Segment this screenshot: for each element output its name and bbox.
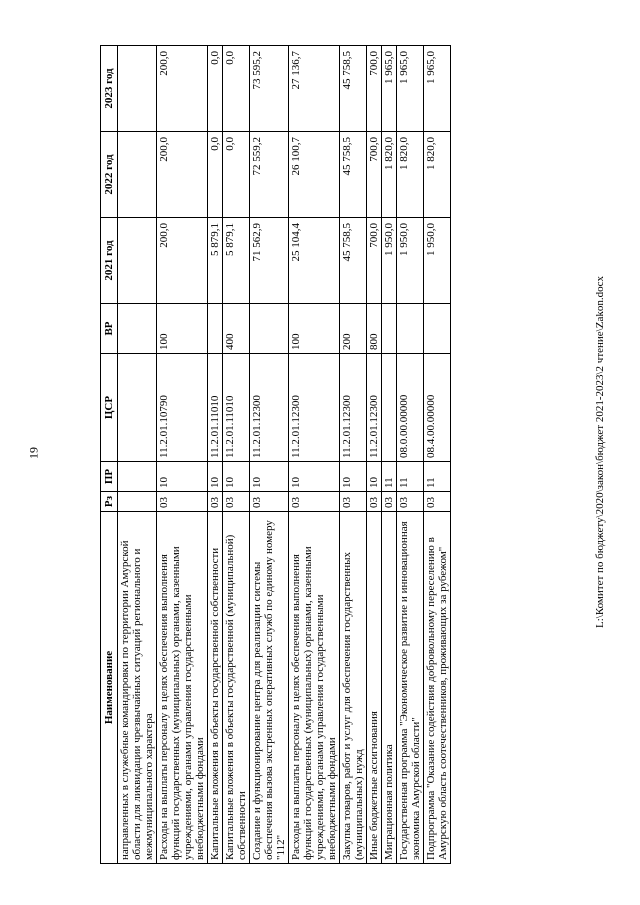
header-pr: ПР [101,462,118,492]
cell-rz: 03 [250,492,289,512]
cell-rz: 03 [367,492,382,512]
cell-vr [208,304,223,354]
cell-2023: 700,0 [367,46,382,132]
cell-rz: 03 [424,492,451,512]
file-path-footer: L:\Комитет по бюджету\2020\закон\бюджет 2021-2023\2 чтение\Zakon.docx [594,276,606,628]
table-row [289,46,340,864]
cell-2023: 1 965,0 [382,46,397,132]
cell-2021: 5 879,1 [208,218,223,304]
cell-vr [397,304,424,354]
cell-name: Миграционная политика [382,512,397,864]
cell-pr [118,462,157,492]
cell-pr: 10 [250,462,289,492]
cell-2022: 1 820,0 [424,132,451,218]
table-row [424,46,451,864]
cell-pr: 11 [424,462,451,492]
table-row [382,46,397,864]
header-2023: 2023 год [101,46,118,132]
cell-pr: 10 [289,462,340,492]
cell-2021: 200,0 [157,218,208,304]
cell-2021: 5 879,1 [223,218,250,304]
cell-name: Расходы на выплаты персоналу в целях обеспечения выполнения функций государственных (муниципальных) органами, казенными учреждениями, органами управления государственными внебюджетными фондами [157,512,208,864]
cell-rz: 03 [382,492,397,512]
cell-2022: 72 559,2 [250,132,289,218]
table-row [397,46,424,864]
cell-2022: 200,0 [157,132,208,218]
cell-pr: 10 [208,462,223,492]
cell-csr: 11.2.01.10790 [157,354,208,462]
cell-pr: 11 [382,462,397,492]
cell-vr: 100 [157,304,208,354]
cell-2021: 1 950,0 [382,218,397,304]
cell-rz: 03 [340,492,367,512]
header-rz: Рз [101,492,118,512]
cell-pr: 10 [223,462,250,492]
table-row [223,46,250,864]
cell-rz [118,492,157,512]
cell-2023: 45 758,5 [340,46,367,132]
table-row [208,46,223,864]
cell-2022: 0,0 [223,132,250,218]
cell-csr [382,354,397,462]
cell-2021: 700,0 [367,218,382,304]
cell-2023: 0,0 [223,46,250,132]
cell-2021 [118,218,157,304]
cell-name: Капитальные вложения в объекты государственной (муниципальной) собственности [223,512,250,864]
cell-name: Иные бюджетные ассигнования [367,512,382,864]
cell-vr: 800 [367,304,382,354]
cell-name: Создание и функционирование центра для реализации системы обеспечения вызова экстренных оперативных служб по единому номеру "112" [250,512,289,864]
cell-2023: 27 136,7 [289,46,340,132]
cell-rz: 03 [289,492,340,512]
cell-vr: 400 [223,304,250,354]
cell-2021: 45 758,5 [340,218,367,304]
cell-2022: 0,0 [208,132,223,218]
table-row [118,46,157,864]
header-2022: 2022 год [101,132,118,218]
cell-2022: 26 100,7 [289,132,340,218]
cell-2023: 200,0 [157,46,208,132]
cell-2022 [118,132,157,218]
cell-2023: 73 595,2 [250,46,289,132]
cell-name: Подпрограмма "Оказание содействия добровольному переселению в Амурскую область соотечественников, проживающих за рубежом" [424,512,451,864]
cell-csr: 08.4.00.00000 [424,354,451,462]
cell-2021: 71 562,9 [250,218,289,304]
cell-2023: 1 965,0 [424,46,451,132]
table-row [367,46,382,864]
cell-csr: 11.2.01.12300 [289,354,340,462]
cell-csr: 11.2.01.11010 [223,354,250,462]
cell-vr: 200 [340,304,367,354]
cell-vr [250,304,289,354]
header-2021: 2021 год [101,218,118,304]
cell-vr: 100 [289,304,340,354]
header-name: Наименование [101,512,118,864]
cell-pr: 10 [367,462,382,492]
cell-rz: 03 [208,492,223,512]
cell-rz: 03 [157,492,208,512]
cell-csr: 11.2.01.12300 [367,354,382,462]
cell-name: направленных в служебные командировки по территории Амурской области для ликвидации чрезвычайных ситуаций регионального и межмуниципального характера [118,512,157,864]
table-body [118,46,451,864]
header-vr: ВР [101,304,118,354]
cell-2022: 1 820,0 [397,132,424,218]
cell-2021: 1 950,0 [397,218,424,304]
cell-name: Расходы на выплаты персоналу в целях обеспечения выполнения функций государственных (муниципальных) органами, казенными учреждениями, органами управления государственными внебюджетными фондами [289,512,340,864]
cell-csr [118,354,157,462]
table-row [157,46,208,864]
header-csr: ЦСР [101,354,118,462]
cell-2021: 1 950,0 [424,218,451,304]
cell-csr: 11.2.01.12300 [340,354,367,462]
cell-2022: 1 820,0 [382,132,397,218]
page-number: 19 [26,447,41,459]
cell-vr [424,304,451,354]
cell-rz: 03 [223,492,250,512]
cell-name: Государственная программа "Экономическое развитие и инновационная экономика Амурской области" [397,512,424,864]
table-row [340,46,367,864]
cell-2023 [118,46,157,132]
cell-csr: 08.0.00.00000 [397,354,424,462]
cell-pr: 11 [397,462,424,492]
budget-table [100,45,451,864]
table-header-row [101,46,118,864]
cell-csr: 11.2.01.11010 [208,354,223,462]
cell-name: Капитальные вложения в объекты государственной собственности [208,512,223,864]
cell-2022: 700,0 [367,132,382,218]
cell-2021: 25 104,4 [289,218,340,304]
table-row [250,46,289,864]
cell-pr: 10 [340,462,367,492]
rotated-page-content [100,46,542,864]
cell-rz: 03 [397,492,424,512]
cell-vr [118,304,157,354]
cell-2022: 45 758,5 [340,132,367,218]
cell-vr [382,304,397,354]
cell-name: Закупка товаров, работ и услуг для обеспечения государственных (муниципальных) нужд [340,512,367,864]
cell-pr: 10 [157,462,208,492]
cell-2023: 1 965,0 [397,46,424,132]
cell-csr: 11.2.01.12300 [250,354,289,462]
cell-2023: 0,0 [208,46,223,132]
